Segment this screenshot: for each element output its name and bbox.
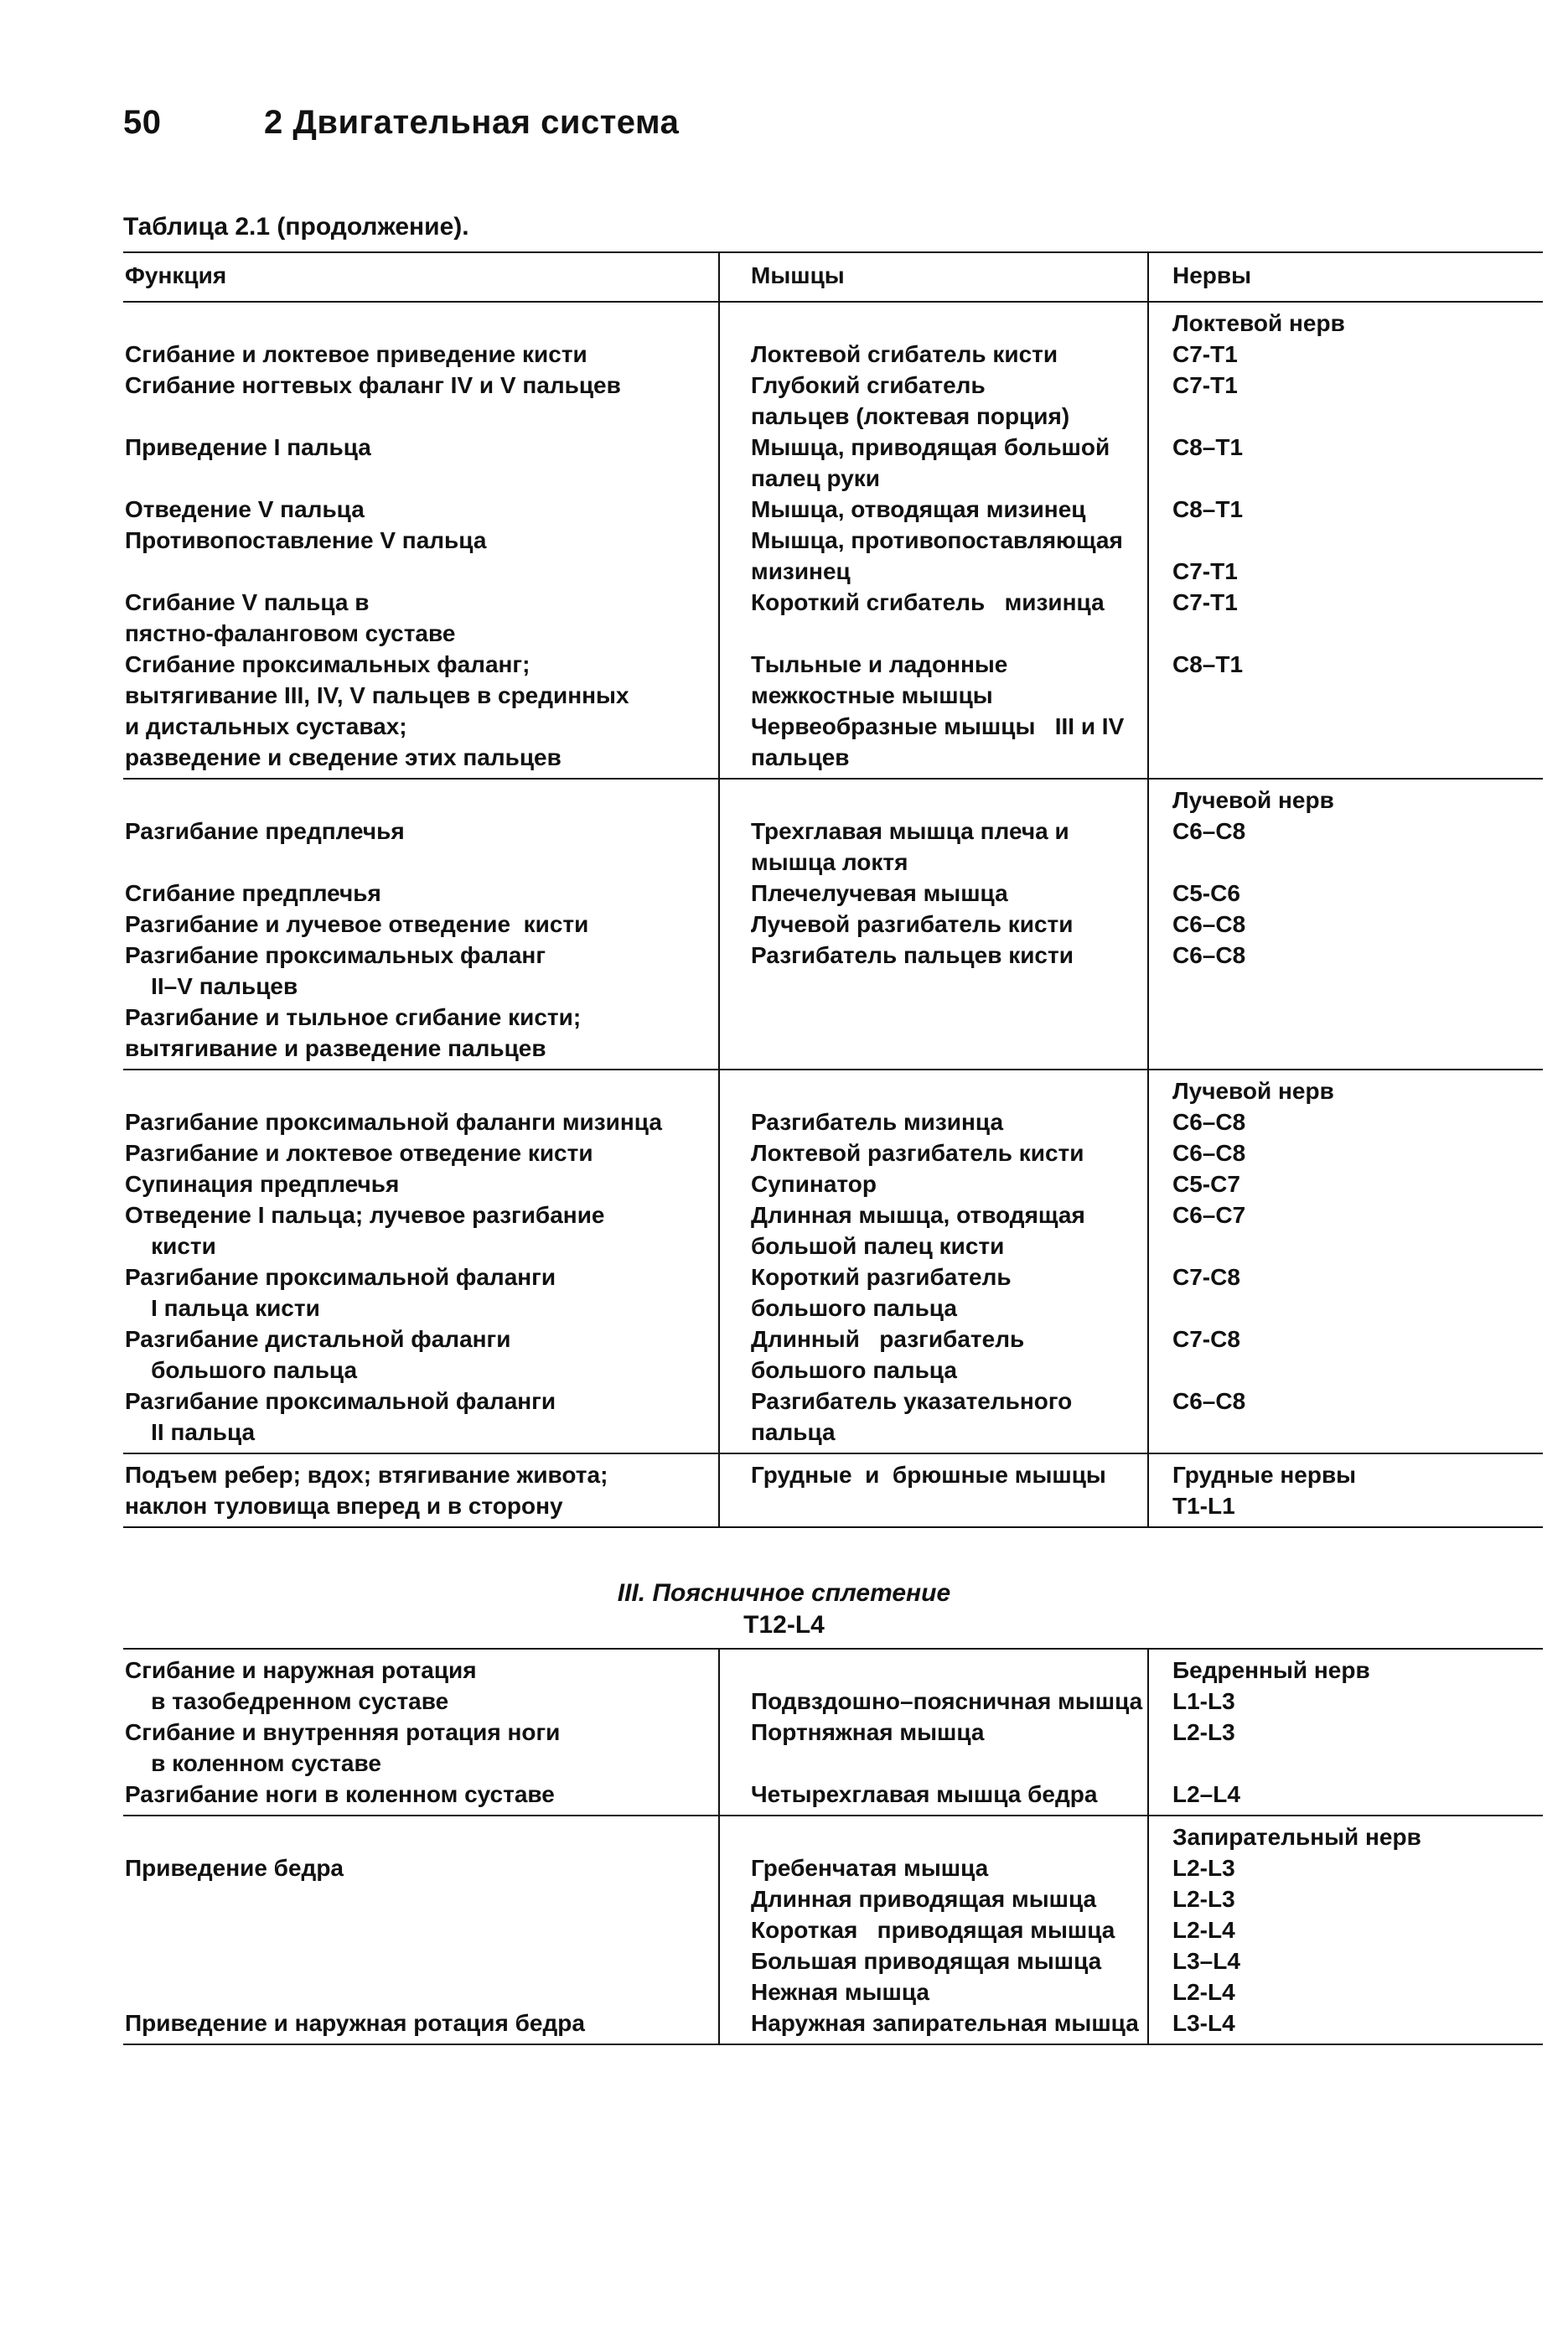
cell-line	[1172, 1230, 1536, 1261]
cell-line: C7-T1	[1172, 558, 1238, 584]
cell-line	[1172, 1293, 1536, 1324]
cell-line: II–V пальцев	[125, 973, 298, 999]
cell-line: Локтевой сгибатель кисти	[751, 341, 1058, 367]
cell-line: L2-L4	[1172, 1979, 1235, 2005]
cell-line: Приведение I пальца	[125, 434, 371, 460]
cell-line	[751, 1002, 1141, 1033]
cell-line	[1172, 401, 1536, 432]
section-heading	[0, 1577, 1568, 1641]
cell-line: Сгибание проксимальных фаланг;	[125, 651, 530, 677]
cell-line: Гребенчатая мышца	[751, 1855, 989, 1881]
muscle-nerve-table	[123, 251, 1543, 1528]
cell-line: Разгибатель указательного	[751, 1388, 1073, 1414]
cell-line	[125, 1914, 712, 1945]
cell-line: Сгибание и внутренняя ротация ноги	[125, 1719, 561, 1745]
cell-line: пястно-фаланговом суставе	[125, 620, 456, 646]
cell-line: пальцев	[751, 744, 850, 770]
chapter-title: 2 Двигательная система	[264, 104, 680, 141]
cell-line: C7-C8	[1172, 1326, 1240, 1352]
cell-line: II пальца	[125, 1419, 256, 1445]
table-row	[123, 301, 1543, 778]
cell-line	[1172, 1033, 1536, 1064]
muscles-cell	[718, 1650, 1147, 1815]
cell-line: Глубокий сгибатель	[751, 372, 986, 398]
cell-line: Короткий сгибатель мизинца	[751, 589, 1105, 615]
cell-line: Супинация предплечья	[125, 1171, 400, 1197]
cell-line: Длинный разгибатель	[751, 1326, 1025, 1352]
cell-line	[125, 401, 712, 432]
cell-line: межкостные мышцы	[751, 682, 993, 708]
nerves-cell	[1147, 1650, 1543, 1815]
cell-line: мышца локтя	[751, 849, 908, 875]
cell-line: C7-C8	[1172, 1264, 1240, 1290]
cell-line: Сгибание и локтевое приведение кисти	[125, 341, 587, 367]
cell-line: Разгибание и локтевое отведение кисти	[125, 1140, 593, 1166]
cell-line: C8–T1	[1172, 496, 1244, 522]
cell-line: C6–C7	[1172, 1202, 1246, 1228]
cell-line: Сгибание и наружная ротация	[125, 1657, 477, 1683]
cell-line: вытягивание III, IV, V пальцев в срединных	[125, 682, 629, 708]
function-cell	[123, 1650, 718, 1815]
table-row	[123, 1069, 1543, 1453]
cell-line: Разгибание и тыльное сгибание кисти;	[125, 1004, 582, 1030]
cell-line	[751, 1033, 1141, 1064]
cell-line	[1172, 847, 1536, 878]
cell-line: Длинная мышца, отводящая	[751, 1202, 1085, 1228]
cell-line: Разгибание и лучевое отведение кисти	[125, 911, 589, 937]
function-cell	[123, 1070, 718, 1453]
section-range: T12-L4	[743, 1611, 825, 1639]
muscles-cell	[718, 1070, 1147, 1453]
cell-line: разведение и сведение этих пальцев	[125, 744, 561, 770]
nerves-cell	[1147, 303, 1543, 778]
cell-line: T1-L1	[1172, 1493, 1235, 1519]
cell-line	[751, 308, 1141, 339]
table-caption: Таблица 2.1 (продолжение).	[123, 213, 469, 241]
cell-line: Локтевой нерв	[1172, 310, 1345, 336]
cell-line	[1172, 971, 1536, 1002]
muscles-cell	[718, 303, 1147, 778]
cell-line: вытягивание и разведение пальцев	[125, 1035, 546, 1061]
cell-line: большого пальца	[125, 1357, 358, 1383]
cell-line: C8–T1	[1172, 651, 1244, 677]
cell-line: C8–T1	[1172, 434, 1244, 460]
cell-line: Нежная мышца	[751, 1979, 929, 2005]
cell-line	[125, 308, 712, 339]
cell-line: Разгибание дистальной фаланги	[125, 1326, 511, 1352]
cell-line: Мышца, отводящая мизинец	[751, 496, 1086, 522]
cell-line: L2-L4	[1172, 1917, 1235, 1943]
muscles-cell	[718, 1816, 1147, 2044]
nerves-cell	[1147, 780, 1543, 1069]
cell-line	[751, 971, 1141, 1002]
cell-line: Приведение и наружная ротация бедра	[125, 2010, 585, 2036]
cell-line: Лучевой нерв	[1172, 787, 1334, 813]
function-cell	[123, 1816, 718, 2044]
cell-line	[1172, 1355, 1536, 1386]
lumbar-plexus-table	[123, 1648, 1543, 2045]
nerves-cell	[1147, 1454, 1543, 1526]
cell-line: L1-L3	[1172, 1688, 1235, 1714]
cell-line	[125, 463, 712, 494]
cell-line: C6–C8	[1172, 818, 1246, 844]
cell-line: Короткая приводящая мышца	[751, 1917, 1115, 1943]
cell-line: L3–L4	[1172, 1948, 1240, 1974]
column-header-nerves: Нервы	[1147, 253, 1543, 301]
muscles-cell	[718, 1454, 1147, 1526]
cell-line: C5-C7	[1172, 1171, 1240, 1197]
cell-line: Короткий разгибатель	[751, 1264, 1012, 1290]
cell-line	[1172, 463, 1536, 494]
cell-line: Разгибание проксимальной фаланги	[125, 1264, 556, 1290]
cell-line	[751, 1490, 1141, 1521]
nerves-cell	[1147, 1070, 1543, 1453]
cell-line: Отведение I пальца; лучевое разгибание	[125, 1202, 605, 1228]
cell-line: Лучевой разгибатель кисти	[751, 911, 1074, 937]
cell-line: L2-L3	[1172, 1886, 1235, 1912]
cell-line: большой палец кисти	[751, 1233, 1005, 1259]
cell-line: L2-L3	[1172, 1855, 1235, 1881]
cell-line: Портняжная мышца	[751, 1719, 985, 1745]
cell-line	[751, 1655, 1141, 1686]
cell-line: C7-T1	[1172, 589, 1238, 615]
cell-line: в тазобедренном суставе	[125, 1688, 449, 1714]
cell-line: Разгибание проксимальной фаланги	[125, 1388, 556, 1414]
function-cell	[123, 1454, 718, 1526]
cell-line: L3-L4	[1172, 2010, 1235, 2036]
cell-line: Червеобразные мышцы III и IV	[751, 713, 1125, 739]
cell-line	[751, 1748, 1141, 1779]
cell-line: C6–C8	[1172, 911, 1246, 937]
function-cell	[123, 303, 718, 778]
cell-line	[125, 785, 712, 816]
cell-line: большого пальца	[751, 1357, 957, 1383]
cell-line	[751, 1821, 1141, 1852]
cell-line: I пальца кисти	[125, 1295, 320, 1321]
cell-line: Приведение бедра	[125, 1855, 344, 1881]
cell-line: Разгибатель мизинца	[751, 1109, 1004, 1135]
cell-line: Разгибание предплечья	[125, 818, 405, 844]
page-number: 50	[123, 104, 162, 141]
cell-line	[125, 847, 712, 878]
cell-line: Разгибание проксимальной фаланги мизинца	[125, 1109, 662, 1135]
cell-line: и дистальных суставах;	[125, 713, 407, 739]
cell-line: Сгибание предплечья	[125, 880, 381, 906]
cell-line	[751, 785, 1141, 816]
cell-line	[1172, 680, 1536, 711]
function-cell	[123, 780, 718, 1069]
cell-line: Подъем ребер; вдох; втягивание живота;	[125, 1462, 608, 1488]
cell-line: C5-C6	[1172, 880, 1240, 906]
cell-line: мизинец	[751, 558, 851, 584]
nerves-cell	[1147, 1816, 1543, 2044]
cell-line: Запирательный нерв	[1172, 1824, 1421, 1850]
cell-line: Четырехглавая мышца бедра	[751, 1781, 1098, 1807]
section-title: III. Поясничное сплетение	[617, 1579, 951, 1607]
cell-line: Грудные нервы	[1172, 1462, 1357, 1488]
cell-line: Лучевой нерв	[1172, 1078, 1334, 1104]
cell-line: пальца	[751, 1419, 836, 1445]
cell-line: Сгибание ногтевых фаланг IV и V пальцев	[125, 372, 621, 398]
table-row	[123, 778, 1543, 1069]
cell-line: Супинатор	[751, 1171, 877, 1197]
cell-line: пальцев (локтевая порция)	[751, 403, 1070, 429]
cell-line: Плечелучевая мышца	[751, 880, 1008, 906]
cell-line	[1172, 1417, 1536, 1448]
cell-line: Противопоставление V пальца	[125, 527, 487, 553]
cell-line: Большая приводящая мышца	[751, 1948, 1102, 1974]
cell-line	[125, 1821, 712, 1852]
cell-line: Наружная запирательная мышца	[751, 2010, 1139, 2036]
cell-line: C7-T1	[1172, 372, 1238, 398]
cell-line: Бедренный нерв	[1172, 1657, 1370, 1683]
cell-line	[1172, 742, 1536, 773]
column-header-muscles: Мышцы	[718, 253, 1147, 301]
cell-line: Длинная приводящая мышца	[751, 1886, 1097, 1912]
cell-line: C6–C8	[1172, 1388, 1246, 1414]
cell-line: Сгибание V пальца в	[125, 589, 370, 615]
cell-line: Тыльные и ладонные	[751, 651, 1008, 677]
cell-line: Разгибание ноги в коленном суставе	[125, 1781, 555, 1807]
cell-line	[1172, 711, 1536, 742]
cell-line	[125, 1976, 712, 2007]
cell-line: C6–C8	[1172, 1109, 1246, 1135]
cell-line: C6–C8	[1172, 1140, 1246, 1166]
cell-line	[125, 556, 712, 587]
cell-line	[751, 618, 1141, 649]
cell-line: наклон туловища вперед и в сторону	[125, 1493, 563, 1519]
column-header-function: Функция	[125, 262, 227, 288]
cell-line	[1172, 1748, 1536, 1779]
cell-line: Разгибатель пальцев кисти	[751, 942, 1074, 968]
cell-line: Разгибание проксимальных фаланг	[125, 942, 546, 968]
cell-line: Трехглавая мышца плеча и	[751, 818, 1069, 844]
cell-line	[125, 1883, 712, 1914]
cell-line	[1172, 525, 1536, 556]
cell-line: кисти	[125, 1233, 216, 1259]
cell-line: Грудные и брюшные мышцы	[751, 1462, 1106, 1488]
table-row	[123, 1648, 1543, 1815]
table-row	[123, 1815, 1543, 2045]
cell-line: Мышца, противопоставляющая	[751, 527, 1123, 553]
cell-line	[125, 1075, 712, 1106]
muscles-cell	[718, 780, 1147, 1069]
cell-line	[751, 1075, 1141, 1106]
cell-line: L2–L4	[1172, 1781, 1240, 1807]
cell-line: C6–C8	[1172, 942, 1246, 968]
cell-line	[1172, 1002, 1536, 1033]
cell-line: палец руки	[751, 465, 880, 491]
cell-line: в коленном суставе	[125, 1750, 381, 1776]
cell-line: Локтевой разгибатель кисти	[751, 1140, 1084, 1166]
cell-line: Отведение V пальца	[125, 496, 365, 522]
table-row	[123, 1453, 1543, 1528]
cell-line	[1172, 618, 1536, 649]
cell-line: большого пальца	[751, 1295, 957, 1321]
cell-line: L2-L3	[1172, 1719, 1235, 1745]
cell-line: Мышца, приводящая большой	[751, 434, 1110, 460]
cell-line	[125, 1945, 712, 1976]
cell-line: C7-T1	[1172, 341, 1238, 367]
cell-line: Подвздошно–поясничная мышца	[751, 1688, 1143, 1714]
table-header-row	[123, 251, 1543, 301]
